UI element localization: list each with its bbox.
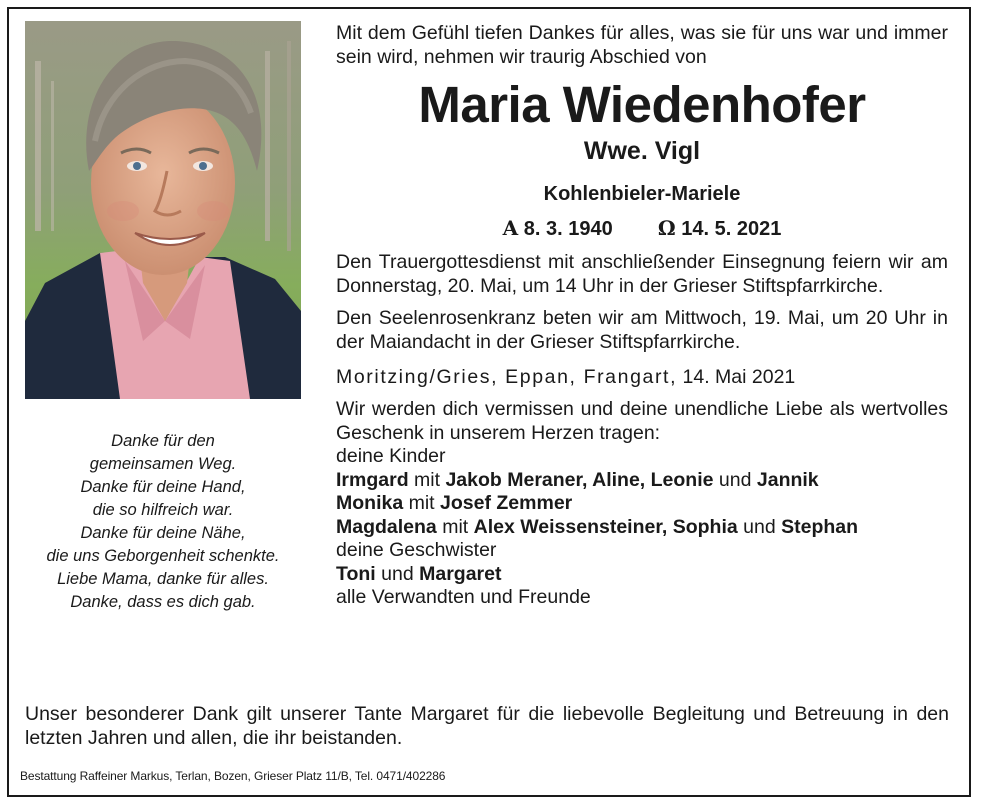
family-line: Magdalena mit Alex Weissensteiner, Sophia und Stephan [336,515,859,538]
poem-line: Danke für deine Nähe, [80,524,246,542]
portrait-photo [25,21,301,399]
locations: Moritzing/Gries, Eppan, Frangart, [336,366,678,388]
obituary-text [336,22,948,610]
death-date: 14. 5. 2021 [681,218,782,240]
memorial-poem [25,430,301,614]
poem-line: die uns Geborgenheit schenkte. [46,547,280,565]
poem-line: die so hilfreich war. [92,501,234,519]
deceased-name: Maria Wiedenhofer [418,76,866,133]
poem-line: Danke für den [111,432,215,450]
poem-line: Liebe Mama, danke für alles. [57,570,269,588]
siblings-label: deine Geschwister [336,539,497,561]
thanks-text: Unser besonderer Dank gilt unserer Tante Margaret für die liebevolle Begleitung und Betreuung in den letzten Jahren und allen, die ihr beistanden. [25,703,949,749]
family-line: Monika mit Josef Zemmer [336,492,573,514]
rosary-text: Den Seelenrosenkranz beten wir am Mittwoch, 19. Mai, um 20 Uhr in der Maiandacht in der Grieser Stiftspfarrkirche. [336,307,948,353]
nickname: Kohlenbieler-Mariele [543,183,741,205]
death-symbol: Ω [657,216,676,240]
family-line: Toni und Margaret [336,562,502,585]
relatives-line: alle Verwandten und Freunde [336,586,591,608]
widow-name: Wwe. Vigl [583,137,701,165]
farewell-text: Wir werden dich vermissen und deine unendliche Liebe als wertvolles Geschenk in unserem Herzen tragen: [336,398,948,444]
birth-date: 8. 3. 1940 [523,218,613,240]
funeral-service-text: Den Trauergottesdienst mit anschließender Einsegnung feiern wir am Donnerstag, 20. Mai, um 14 Uhr in der Grieser Stiftspfarrkirche. [336,251,948,297]
poem-line: Danke, dass es dich gab. [70,593,256,611]
notice-date: 14. Mai 2021 [682,366,796,388]
life-dates [336,215,948,242]
birth-symbol: A [502,216,519,240]
place-date-line [336,365,948,389]
funeral-home-footer: Bestattung Raffeiner Markus, Terlan, Bozen, Grieser Platz 11/B, Tel. 0471/402286 [20,769,446,783]
intro-text: Mit dem Gefühl tiefen Dankes für alles, was sie für uns war und immer sein wird, nehmen wir traurig Abschied von [336,22,948,68]
poem-line: gemeinsamen Weg. [89,455,237,473]
children-label: deine Kinder [336,445,446,467]
poem-line: Danke für deine Hand, [80,478,246,496]
family-line: Irmgard mit Jakob Meraner, Aline, Leonie und Jannik [336,468,819,491]
